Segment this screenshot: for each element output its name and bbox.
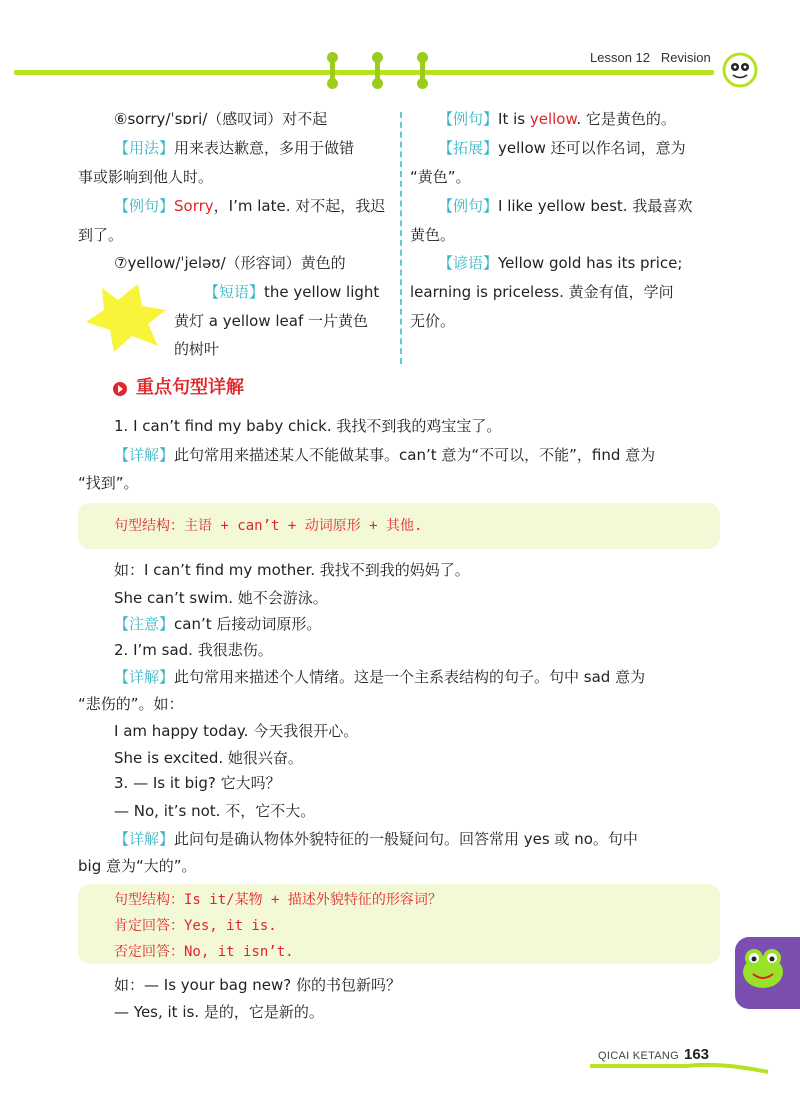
example-line-2: 黄色。 <box>410 226 456 244</box>
lesson-label: Lesson 12 <box>590 50 650 65</box>
highlight-word: Sorry <box>174 197 214 215</box>
binder-ring-bottom <box>372 78 383 89</box>
pattern-text: 句型结构：Is it/某物 + 描述外貌特征的形容词？ <box>114 892 442 908</box>
usage-line <box>114 138 354 158</box>
page-number: 163 <box>684 1046 710 1063</box>
tag-explain: 【详解】 <box>114 830 175 848</box>
usage-text: 用来表达歉意，多用于做错 <box>174 139 355 157</box>
binder-ring-bottom <box>327 78 338 89</box>
vocab-sorry: ⑥sorry/ˈsɒri/（感叹词）对不起 <box>114 110 328 128</box>
tag-usage: 【用法】 <box>114 139 175 157</box>
tag-note: 【注意】 <box>114 615 175 633</box>
tag-example: 【例句】 <box>114 197 175 215</box>
example-2b: She is excited. 她很兴奋。 <box>114 749 303 767</box>
example-line <box>114 196 385 216</box>
proverb-text: Yellow gold has its price; <box>498 254 683 272</box>
sentence-3b: — No, it’s not. 不，它不大。 <box>114 802 316 820</box>
footer-brand: QICAI KETANG <box>598 1050 680 1062</box>
example-3b: — Yes, it is. 是的，它是新的。 <box>114 1003 324 1021</box>
header-bar <box>14 70 714 75</box>
explain-3 <box>114 829 638 849</box>
lesson-header <box>590 50 711 65</box>
phrase-line <box>204 282 379 302</box>
phrase-text: the yellow light <box>264 283 380 301</box>
sentence-2: 2. I’m sad. 我很悲伤。 <box>114 641 273 659</box>
binder-ring-bottom <box>417 78 428 89</box>
pattern-box-1 <box>78 503 720 549</box>
explain-3-cont: big 意为“大的”。 <box>78 857 197 875</box>
explain-text: 此句常用来描述某人不能做某事。can’t 意为“不可以，不能”，find 意为 <box>174 446 656 464</box>
proverb-line <box>438 253 682 273</box>
example-1b: She can’t swim. 她不会游泳。 <box>114 589 328 607</box>
section-title: 重点句型详解 <box>136 377 244 398</box>
vocab-yellow: ⑦yellow/ˈjeləʊ/（形容词）黄色的 <box>114 254 346 272</box>
explain-1 <box>114 445 655 465</box>
yellow-splash-icon <box>82 280 170 354</box>
example-3a: 如：— Is your bag new? 你的书包新吗？ <box>114 976 402 994</box>
negative-answer: 否定回答：No, it isn’t. <box>114 944 294 960</box>
tag-proverb: 【谚语】 <box>438 254 499 272</box>
tag-extension: 【拓展】 <box>438 139 499 157</box>
example-line-2: 到了。 <box>78 226 124 244</box>
example-line <box>438 109 676 129</box>
proverb-line-2: learning is priceless. 黄金有值，学问 <box>410 283 674 301</box>
binder-ring-top <box>372 52 383 63</box>
column-divider <box>400 112 402 364</box>
example-text: It is <box>498 110 530 128</box>
binder-ring-top <box>417 52 428 63</box>
note-1 <box>114 614 321 634</box>
extension-line-2: “黄色”。 <box>410 168 471 186</box>
frog-mascot-icon <box>735 942 791 994</box>
example-line <box>438 196 692 216</box>
phrase-line-3: 的树叶 <box>174 340 220 358</box>
sentence-3a: 3. — Is it big? 它大吗？ <box>114 774 281 792</box>
sentence-1: 1. I can’t find my baby chick. 我找不到我的鸡宝宝了。 <box>114 417 502 435</box>
note-text: can’t 后接动词原形。 <box>174 615 322 633</box>
explain-text: 此问句是确认物体外貌特征的一般疑问句。回答常用 yes 或 no。句中 <box>174 830 638 848</box>
pattern-text: 句型结构：主语 + can’t + 动词原形 + 其他. <box>114 518 423 534</box>
explain-2 <box>114 667 645 687</box>
tag-explain: 【详解】 <box>114 668 175 686</box>
pattern-box-2 <box>78 884 720 964</box>
tag-example: 【例句】 <box>438 110 499 128</box>
example-text: ，I’m late. 对不起，我迟 <box>213 197 386 215</box>
explain-1-cont: “找到”。 <box>78 474 139 492</box>
example-1a: 如：I can’t find my mother. 我找不到我的妈妈了。 <box>114 561 470 579</box>
binder-ring-top <box>327 52 338 63</box>
tag-explain: 【详解】 <box>114 446 175 464</box>
tag-phrase: 【短语】 <box>204 283 265 301</box>
lesson-title: Revision <box>660 50 711 65</box>
positive-answer: 肯定回答：Yes, it is. <box>114 918 277 934</box>
footer-swoosh <box>590 1062 770 1076</box>
usage-line-2: 事或影响到他人时。 <box>78 168 214 186</box>
section-arrow-icon <box>112 381 128 397</box>
phrase-line-2: 黄灯 a yellow leaf 一片黄色 <box>174 312 369 330</box>
example-2a: I am happy today. 今天我很开心。 <box>114 722 359 740</box>
extension-line <box>438 138 686 158</box>
example-text: . 它是黄色的。 <box>576 110 676 128</box>
frog-logo-icon <box>722 52 758 88</box>
extension-text: yellow 还可以作名词，意为 <box>498 139 686 157</box>
tag-example: 【例句】 <box>438 197 499 215</box>
proverb-line-3: 无价。 <box>410 312 456 330</box>
explain-2-cont: “悲伤的”。如： <box>78 695 184 713</box>
highlight-word: yellow <box>529 110 577 128</box>
example-text: I like yellow best. 我最喜欢 <box>498 197 693 215</box>
explain-text: 此句常用来描述个人情绪。这是一个主系表结构的句子。句中 sad 意为 <box>174 668 646 686</box>
